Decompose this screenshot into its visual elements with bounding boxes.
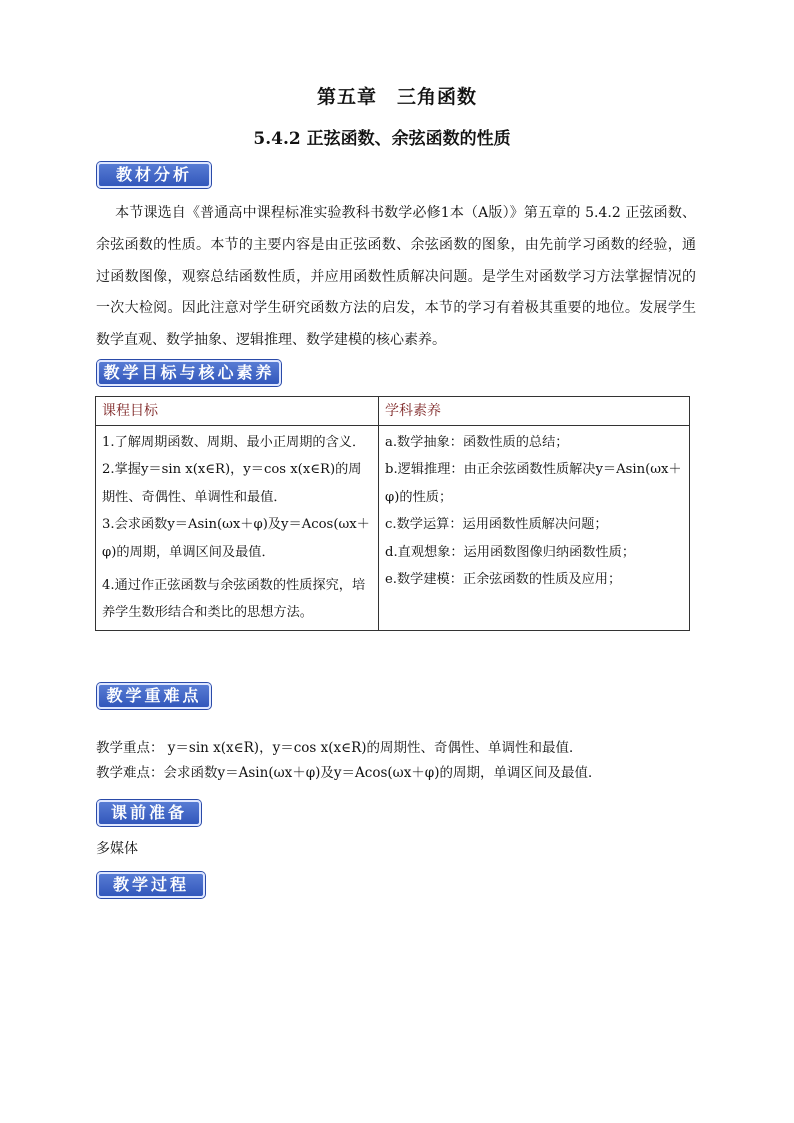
goal-item: 1.了解周期函数、周期、最小正周期的含义． xyxy=(102,435,366,450)
goals-right-cell xyxy=(379,426,690,631)
goal-item: 3.会求函数y＝Asin(ωx＋φ)及y＝Acos(ωx＋φ)的周期，单调区间及最值． xyxy=(102,517,370,560)
analysis-paragraph xyxy=(96,198,696,357)
literacy-item: c.数学运算：运用函数性质解决问题； xyxy=(385,517,608,533)
prep-text: 多媒体 xyxy=(96,841,138,857)
key-point: 教学重点： y＝sin x(x∈R)，y＝cos x(x∈R)的周期性、奇偶性、单调性和最值． xyxy=(96,740,583,756)
section-badge-process: 教学过程 xyxy=(97,872,205,898)
literacy-item: b.逻辑推理：由正余弦函数性质解决y＝Asin(ωx＋φ)的性质； xyxy=(385,462,682,505)
goals-left-cell xyxy=(96,426,379,631)
chapter-title: 三角函数 xyxy=(397,86,478,108)
analysis-text: 本节课选自《普通高中课程标准实验教科书数学必修1本（A版）》第五章的 5.4.2 正弦函数、余弦函数的性质。本节的主要内容是由正弦函数、余弦函数的图象，由先前学习函数的经验，通过函数图像，观察总结函数性质，并应用函数性质解决问题。是学生对函数学习方法掌握情况的一次大检阅。因此注意对学生研究函数方法的启发，本节的学习有着极其重要的地位。发展学生数学直观、数学抽象、逻辑推理、数学建模的核心素养。 xyxy=(96,205,696,349)
goals-header-left: 课程目标 xyxy=(96,397,379,426)
goal-item: 2.掌握y＝sin x(x∈R)，y＝cos x(x∈R)的周期性、奇偶性、单调性和最值． xyxy=(102,462,362,505)
difficult-point: 教学难点：会求函数y＝Asin(ωx＋φ)及y＝Acos(ωx＋φ)的周期，单调区间及最值． xyxy=(96,765,602,781)
goals-header-right: 学科素养 xyxy=(379,397,690,426)
section-badge-prep: 课前准备 xyxy=(97,800,201,826)
literacy-item: e.数学建模：正余弦函数的性质及应用； xyxy=(385,572,622,588)
chapter-heading xyxy=(0,82,794,109)
literacy-item: a.数学抽象：函数性质的总结； xyxy=(385,435,569,450)
section-badge-keypoints: 教学重难点 xyxy=(97,683,211,709)
chapter-number: 第五章 xyxy=(316,86,377,108)
goal-item: 4.通过作正弦函数与余弦函数的性质探究，培养学生数形结合和类比的思想方法。 xyxy=(102,578,366,621)
section-badge-analysis: 教材分析 xyxy=(97,162,211,188)
literacy-item: d.直观想象：运用函数图像归纳函数性质； xyxy=(385,544,636,560)
goals-table xyxy=(95,396,690,631)
lesson-title: 5.4.2 正弦函数、余弦函数的性质 xyxy=(253,129,511,149)
section-badge-goals: 教学目标与核心素养 xyxy=(97,360,281,386)
